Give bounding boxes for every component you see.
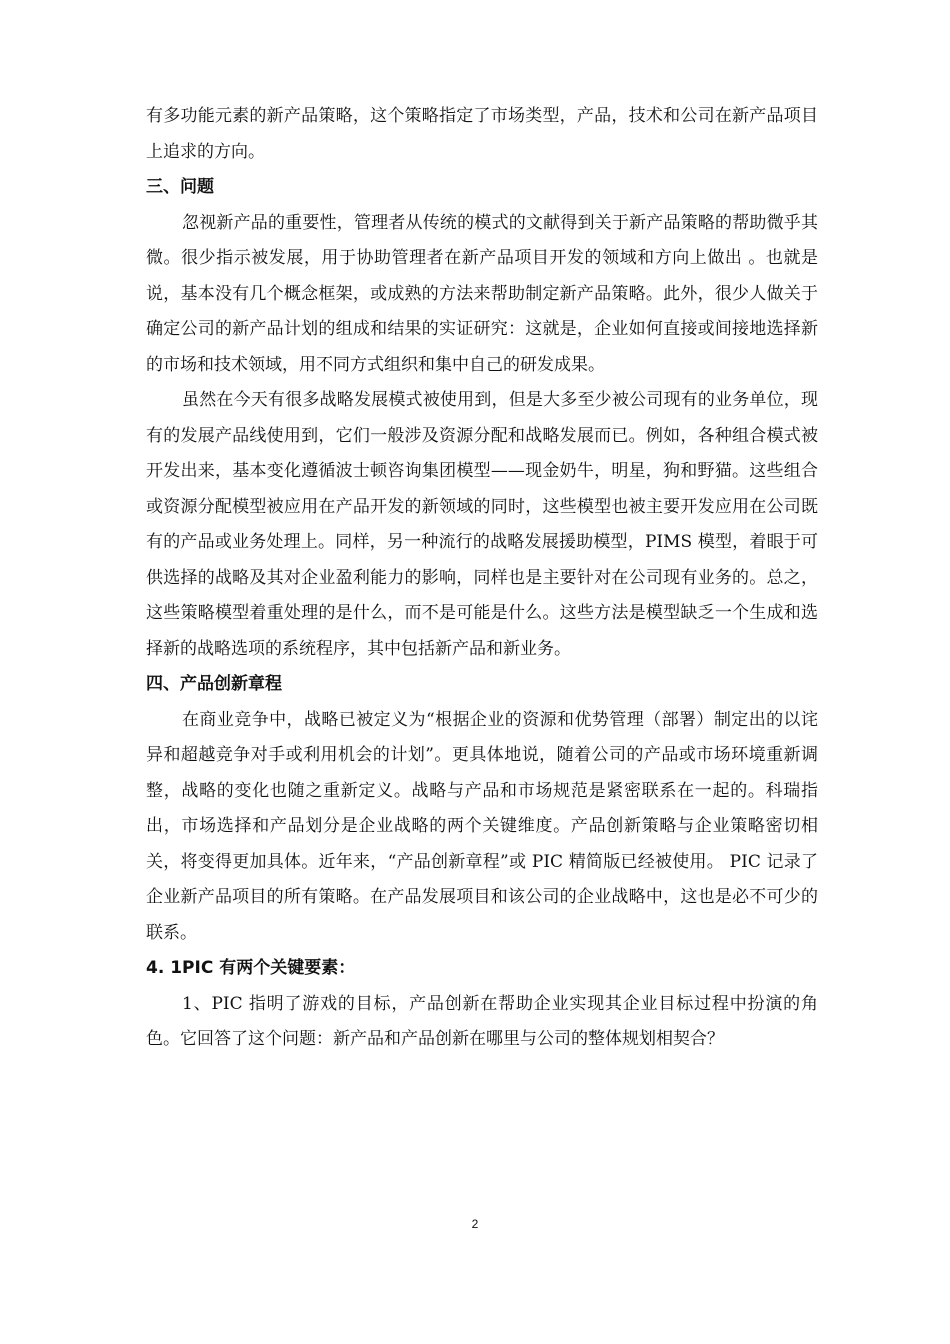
paragraph-pic-element-1: 1、PIC 指明了游戏的目标，产品创新在帮助企业实现其企业目标过程中扮演的角色。它回答了这个问题：新产品和产品创新在哪里与公司的整体规划相契合？ [146,993,818,1049]
paragraph-problems-2: 虽然在今天有很多战略发展模式被使用到，但是大多至少被公司现有的业务单位，现有的发展产品线使用到，它们一般涉及资源分配和战略发展而已。例如，各种组合模式被开发出来，基本变化遵循波士顿咨询集团模型——现金奶牛，明星，狗和野猫。这些组合或资源分配模型被应用在产品开发的新领域的同时，这些模型也被主要开发应用在公司既有的产品或业务处理上。同样，另一种流行的战略发展援助模型，PIMS 模型，着眼于可供选择的战略及其对企业盈利能力的影响，同样也是主要针对在公司现有业务的。总之，这些策略模型着重处理的是什么，而不是可能是什么。这些方法是模型缺乏一个生成和选择新的战略选项的系统程序，其中包括新产品和新业务。 [146,390,818,659]
page-number: 2 [471,1217,479,1231]
subsection-heading-pic-elements: 4. 1PIC 有两个关键要素： [146,958,356,978]
paragraph-continuation: 有多功能元素的新产品策略，这个策略指定了市场类型，产品，技术和公司在新产品项目上追求的方向。 [146,106,818,162]
section-heading-product-innovation-charter: 四、产品创新章程 [146,674,282,694]
paragraph-problems-1: 忽视新产品的重要性，管理者从传统的模式的文献得到关于新产品策略的帮助微乎其微。很少指示被发展，用于协助管理者在新产品项目开发的领域和方向上做出 。也就是说，基本没有几个概念框架，或成熟的方法来帮助制定新产品策略。此外，很少人做关于确定公司的新产品计划的组成和结果的实证研究：这就是，企业如何直接或间接地选择新的市场和技术领域，用不同方式组织和集中自己的研发成果。 [146,212,818,375]
document-body [146,99,818,1058]
paragraph-charter: 在商业竞争中，战略已被定义为“根据企业的资源和优势管理（部署）制定出的以诧异和超越竞争对手或利用机会的计划”。更具体地说，随着公司的产品或市场环境重新调整，战略的变化也随之重新定义。战略与产品和市场规范是紧密联系在一起的。科瑞指出，市场选择和产品划分是企业战略的两个关键维度。产品创新策略与企业策略密切相关，将变得更加具体。近年来，“产品创新章程”或 PIC 精简版已经被使用。 PIC 记录了企业新产品项目的所有策略。在产品发展项目和该公司的企业战略中，这也是必不可少的联系。 [146,709,818,943]
section-heading-problems: 三、问题 [146,177,214,197]
